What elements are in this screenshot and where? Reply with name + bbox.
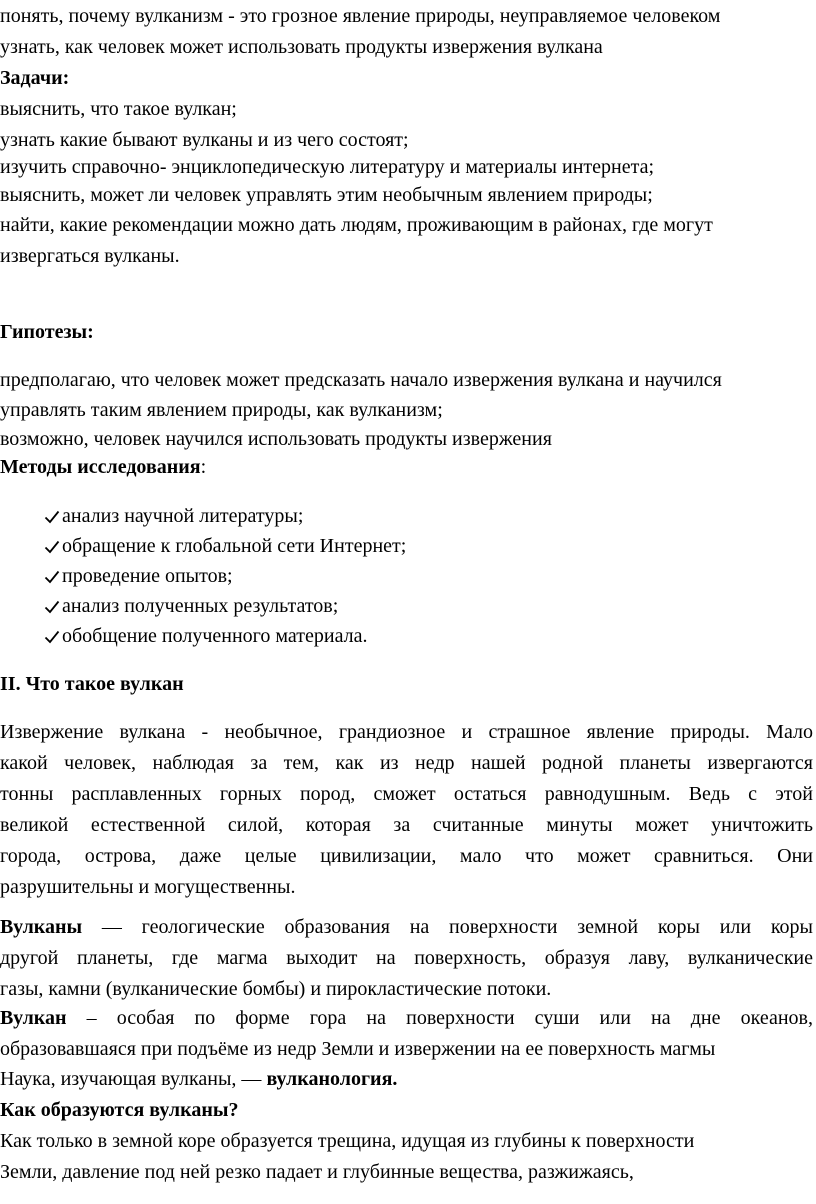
checkmark-icon bbox=[44, 568, 60, 584]
method-item: анализ научной литературы; bbox=[62, 505, 304, 527]
science-line: Наука, изучающая вулканы, — вулканология. bbox=[0, 1068, 398, 1090]
volcano-intro-paragraph bbox=[0, 717, 813, 903]
intro-line-2: узнать, как человек может использовать продукты извержения вулкана bbox=[0, 36, 603, 58]
task-item: узнать какие бывают вулканы и из чего состоят; bbox=[0, 129, 409, 151]
methods-heading-line bbox=[0, 453, 206, 482]
paragraph-line: великой естественной силой, которая за считанные минуты может уничтожить bbox=[0, 814, 813, 836]
checkmark-icon bbox=[44, 508, 60, 524]
formation-heading: Как образуются вулканы? bbox=[0, 1099, 239, 1121]
paragraph-line: какой человек, наблюдая за тем, как из недр нашей родной планеты извергаются bbox=[0, 752, 813, 774]
term-volcano: Вулкан bbox=[0, 1007, 67, 1029]
hypotheses-heading: Гипотезы: bbox=[0, 321, 94, 343]
checkmark-icon bbox=[44, 538, 60, 554]
checkmark-icon bbox=[44, 598, 60, 614]
paragraph-line: тонны расплавленных горных пород, сможет остаться равнодушным. Ведь с этой bbox=[0, 783, 813, 805]
methods-heading: Методы исследования bbox=[0, 456, 201, 478]
methods-colon: : bbox=[200, 456, 207, 478]
paragraph-line: Извержение вулкана - необычное, грандиозное и страшное явление природы. Мало bbox=[0, 721, 813, 743]
hypothesis-line: управлять таким явлением природы, как вулканизм; bbox=[0, 399, 443, 421]
volcano-definition bbox=[0, 1003, 813, 1065]
paragraph-line: другой планеты, где магма выходит на поверхность, образуя лаву, вулканические bbox=[0, 947, 813, 969]
term-volcanoes: Вулканы bbox=[0, 916, 83, 938]
checkmark-icon bbox=[44, 628, 60, 644]
paragraph-line: газы, камни (вулканические бомбы) и пирокластические потоки. bbox=[0, 978, 552, 1000]
formation-line: Земли, давление под ней резко падает и глубинные вещества, разжижаясь, bbox=[0, 1161, 634, 1183]
hypothesis-line: возможно, человек научился использовать продукты извержения bbox=[0, 428, 552, 450]
paragraph-line: образовавшаяся при подъёме из недр Земли и извержении на ее поверхность магмы bbox=[0, 1038, 716, 1060]
task-item: изучить справочно- энциклопедическую литературу и материалы интернета; bbox=[0, 156, 655, 178]
paragraph-line: Вулканы — геологические образования на поверхности земной коры или коры bbox=[0, 916, 813, 938]
volcanoes-definition bbox=[0, 912, 813, 1005]
method-item: обращение к глобальной сети Интернет; bbox=[62, 535, 407, 557]
task-item: выяснить, что такое вулкан; bbox=[0, 98, 237, 120]
formation-line: Как только в земной коре образуется трещина, идущая из глубины к поверхности bbox=[0, 1130, 695, 1152]
paragraph-line: разрушительны и могущественны. bbox=[0, 876, 296, 898]
method-item: анализ полученных результатов; bbox=[62, 595, 339, 617]
intro-line-1: понять, почему вулканизм - это грозное явление природы, неуправляемое человеком bbox=[0, 5, 721, 27]
task-item: извергаться вулканы. bbox=[0, 245, 180, 267]
paragraph-line: города, острова, даже целые цивилизации, мало что может сравниться. Они bbox=[0, 845, 813, 867]
task-item: выяснить, может ли человек управлять этим необычным явлением природы; bbox=[0, 184, 653, 206]
method-item: проведение опытов; bbox=[62, 565, 233, 587]
task-item: найти, какие рекомендации можно дать людям, проживающим в районах, где могут bbox=[0, 214, 713, 236]
term-volcanology: вулканология. bbox=[266, 1068, 398, 1090]
tasks-heading: Задачи: bbox=[0, 67, 70, 89]
paragraph-line: Вулкан – особая по форме гора на поверхности суши или на дне океанов, bbox=[0, 1007, 813, 1029]
hypothesis-line: предполагаю, что человек может предсказать начало извержения вулкана и научился bbox=[0, 369, 722, 391]
method-item: обобщение полученного материала. bbox=[62, 625, 368, 647]
section-2-heading: II. Что такое вулкан bbox=[0, 673, 184, 695]
